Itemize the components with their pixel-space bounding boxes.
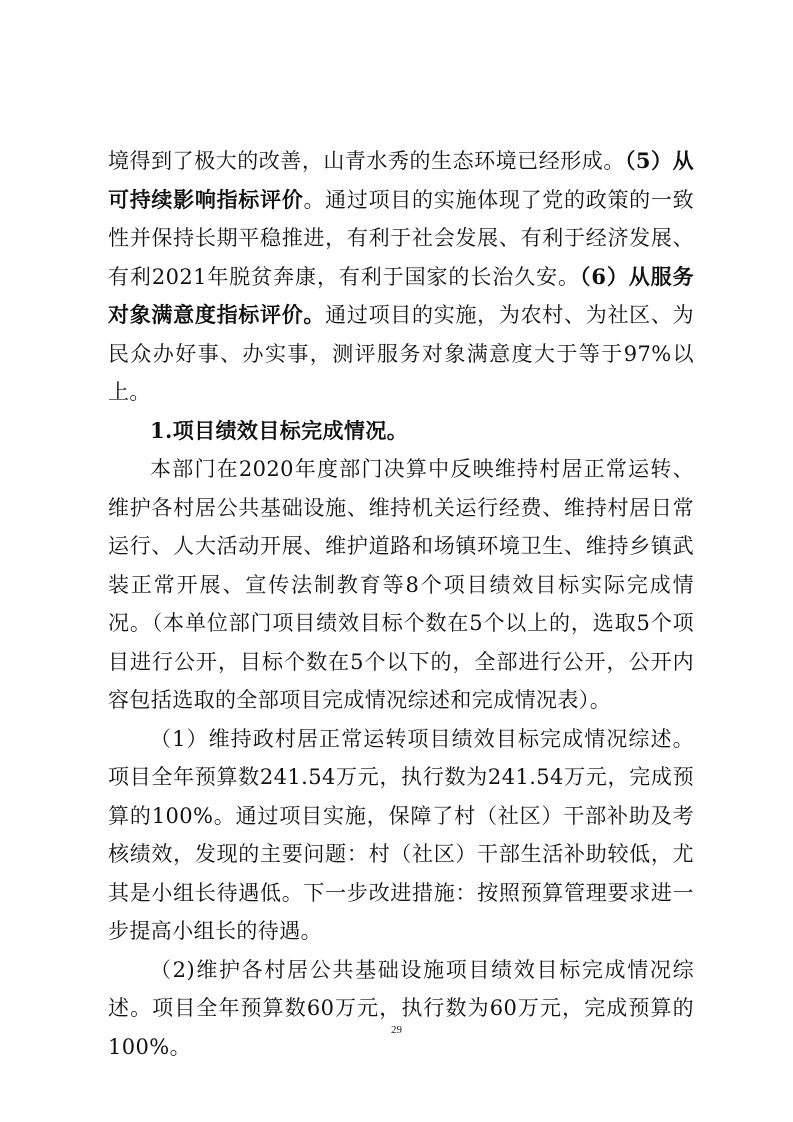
paragraph-evaluation [108, 142, 694, 412]
text-ecology: 境得到了极大的改善，山青水秀的生态环境已经形成。 [108, 149, 625, 173]
paragraph-overview: 本部门在2020年度部门决算中反映维持村居正常运转、维护各村居公共基础设施、维持机关运行经费、维持村居日常运行、人大活动开展、维护道路和场镇环境卫生、维持乡镇武装正常开展、宣传法制教育等8个项目绩效目标实际完成情况。（本单位部门项目绩效目标个数在5个以上的，选取5个项目进行公开，目标个数在5个以下的，全部进行公开，公开内容包括选取的全部项目完成情况综述和完成情况表）。 [108, 457, 694, 712]
bold-sustainability-heading: （5）从可持续影响指标评价 [108, 148, 694, 212]
text-sustainability: 。通过项目的实施体现了党的政策的一致性并保持长期平稳推进，有利于社会发展、有利于经济发展、有利2021年脱贫奔康，有利于国家的长治久安。 [108, 187, 694, 289]
section-heading: 1.项目绩效目标完成情况。 [150, 417, 409, 443]
document-body [108, 142, 694, 1066]
text-satisfaction: 通过项目的实施，为农村、为社区、为民众办好事、办实事，测评服务对象满意度大于等于97%以上。 [108, 303, 694, 404]
paragraph-project-1: （1）维持政村居正常运转项目绩效目标完成情况综述。项目全年预算数241.54万元，执行数为241.54万元，完成预算的100%。通过项目实施，保障了村（社区）干部补助及考核绩效，发现的主要问题：村（社区）干部生活补助较低，尤其是小组长待遇低。下一步改进措施：按照预算管理要求进一步提高小组长的待遇。 [108, 726, 694, 943]
page-number: 29 [391, 1024, 402, 1036]
bold-satisfaction-heading: （6）从服务对象满意度指标评价。 [108, 263, 694, 327]
paragraph-project-2: （2)维护各村居公共基础设施项目绩效目标完成情况综述。项目全年预算数60万元，执行数为60万元，完成预算的100%。 [108, 957, 694, 1059]
